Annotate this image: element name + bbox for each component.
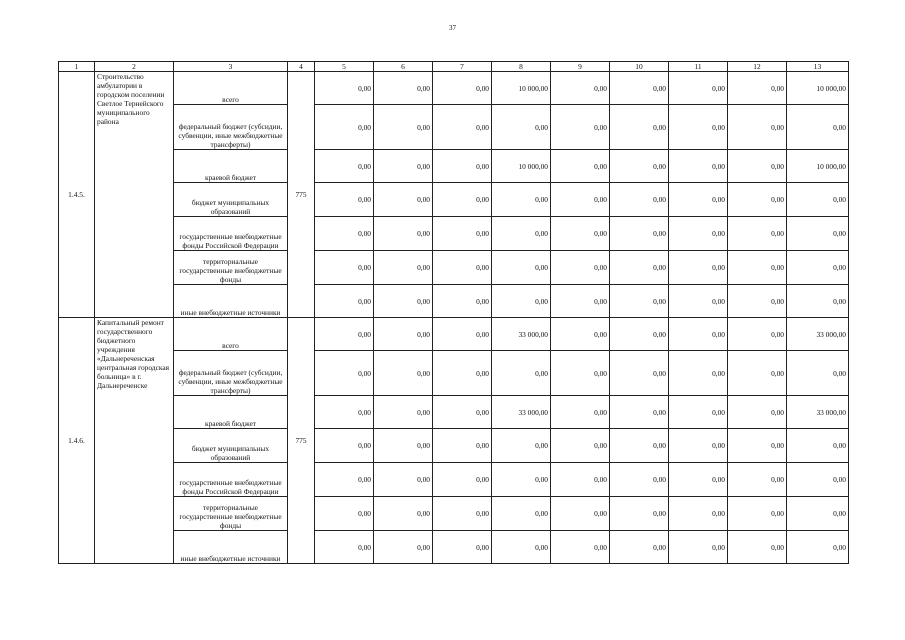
section-code: 1.4.5. — [59, 72, 95, 318]
amount-cell: 0,00 — [728, 351, 787, 396]
column-header-2: 2 — [95, 62, 174, 72]
amount-cell: 33 000,00 — [492, 396, 551, 429]
funding-source: бюджет муниципальных образований — [174, 183, 288, 217]
table-body — [59, 72, 849, 564]
amount-cell: 0,00 — [374, 217, 433, 251]
amount-cell: 0,00 — [374, 531, 433, 564]
amount-cell: 0,00 — [610, 285, 669, 318]
funding-source: краевой бюджет — [174, 150, 288, 183]
funding-source: федеральный бюджет (субсидии, субвенции, иные межбюджетные трансферты) — [174, 351, 288, 396]
table-header — [59, 62, 849, 72]
amount-cell: 33 000,00 — [492, 318, 551, 351]
amount-cell: 0,00 — [433, 150, 492, 183]
table-row — [59, 463, 849, 497]
column-header-4: 4 — [288, 62, 315, 72]
amount-cell: 0,00 — [787, 497, 849, 531]
table-row — [59, 183, 849, 217]
amount-cell: 0,00 — [551, 429, 610, 463]
column-header-6: 6 — [374, 62, 433, 72]
amount-cell: 0,00 — [610, 396, 669, 429]
table-row — [59, 217, 849, 251]
column-header-5: 5 — [315, 62, 374, 72]
amount-cell: 0,00 — [728, 318, 787, 351]
amount-cell: 0,00 — [669, 531, 728, 564]
column-header-3: 3 — [174, 62, 288, 72]
amount-cell: 0,00 — [315, 105, 374, 150]
column-header-10: 10 — [610, 62, 669, 72]
amount-cell: 0,00 — [728, 497, 787, 531]
amount-cell: 0,00 — [374, 150, 433, 183]
amount-cell: 0,00 — [433, 105, 492, 150]
amount-cell: 0,00 — [610, 463, 669, 497]
amount-cell: 0,00 — [551, 318, 610, 351]
amount-cell: 0,00 — [787, 251, 849, 285]
column-header-11: 11 — [669, 62, 728, 72]
amount-cell: 0,00 — [492, 497, 551, 531]
amount-cell: 0,00 — [433, 429, 492, 463]
amount-cell: 0,00 — [551, 497, 610, 531]
amount-cell: 0,00 — [669, 351, 728, 396]
amount-cell: 0,00 — [728, 463, 787, 497]
amount-cell: 10 000,00 — [492, 150, 551, 183]
section-name: Строительство амбулатории в городском поселении Светлое Тернейского муниципального района — [95, 72, 174, 318]
amount-cell: 0,00 — [728, 217, 787, 251]
funding-source: краевой бюджет — [174, 396, 288, 429]
amount-cell: 0,00 — [433, 285, 492, 318]
funding-source: иные внебюджетные источники — [174, 531, 288, 564]
table-row — [59, 497, 849, 531]
amount-cell: 0,00 — [551, 285, 610, 318]
amount-cell: 0,00 — [787, 285, 849, 318]
amount-cell: 0,00 — [492, 285, 551, 318]
table-row — [59, 285, 849, 318]
amount-cell: 0,00 — [374, 285, 433, 318]
amount-cell: 0,00 — [315, 72, 374, 105]
amount-cell: 0,00 — [669, 150, 728, 183]
amount-cell: 0,00 — [492, 183, 551, 217]
amount-cell: 10 000,00 — [787, 150, 849, 183]
amount-cell: 0,00 — [551, 217, 610, 251]
amount-cell: 0,00 — [728, 285, 787, 318]
amount-cell: 0,00 — [669, 463, 728, 497]
amount-cell: 0,00 — [669, 105, 728, 150]
amount-cell: 0,00 — [315, 150, 374, 183]
header-row — [59, 62, 849, 72]
amount-cell: 0,00 — [728, 72, 787, 105]
amount-cell: 0,00 — [610, 251, 669, 285]
amount-cell: 0,00 — [315, 351, 374, 396]
amount-cell: 0,00 — [492, 105, 551, 150]
amount-cell: 0,00 — [669, 396, 728, 429]
table-row — [59, 396, 849, 429]
amount-cell: 0,00 — [551, 150, 610, 183]
amount-cell: 10 000,00 — [492, 72, 551, 105]
funding-source: федеральный бюджет (субсидии, субвенции, иные межбюджетные трансферты) — [174, 105, 288, 150]
amount-cell: 0,00 — [374, 429, 433, 463]
table-row — [59, 318, 849, 351]
funding-source: иные внебюджетные источники — [174, 285, 288, 318]
amount-cell: 0,00 — [551, 251, 610, 285]
column-header-13: 13 — [787, 62, 849, 72]
amount-cell: 0,00 — [610, 429, 669, 463]
amount-cell: 0,00 — [433, 396, 492, 429]
amount-cell: 0,00 — [610, 497, 669, 531]
amount-cell: 0,00 — [728, 396, 787, 429]
amount-cell: 0,00 — [610, 105, 669, 150]
amount-cell: 0,00 — [787, 105, 849, 150]
section-code: 1.4.6. — [59, 318, 95, 564]
amount-cell: 0,00 — [433, 531, 492, 564]
amount-cell: 0,00 — [433, 463, 492, 497]
amount-cell: 0,00 — [315, 217, 374, 251]
amount-cell: 0,00 — [374, 183, 433, 217]
amount-cell: 0,00 — [374, 463, 433, 497]
amount-cell: 0,00 — [433, 497, 492, 531]
amount-cell: 0,00 — [669, 72, 728, 105]
column-header-7: 7 — [433, 62, 492, 72]
amount-cell: 0,00 — [669, 497, 728, 531]
amount-cell: 0,00 — [315, 318, 374, 351]
amount-cell: 0,00 — [433, 217, 492, 251]
amount-cell: 0,00 — [728, 183, 787, 217]
amount-cell: 0,00 — [787, 531, 849, 564]
amount-cell: 0,00 — [433, 351, 492, 396]
amount-cell: 0,00 — [551, 531, 610, 564]
column-header-8: 8 — [492, 62, 551, 72]
amount-cell: 0,00 — [374, 105, 433, 150]
amount-cell: 33 000,00 — [787, 396, 849, 429]
grbs-code: 775 — [288, 72, 315, 318]
amount-cell: 0,00 — [610, 183, 669, 217]
amount-cell: 0,00 — [374, 72, 433, 105]
amount-cell: 0,00 — [669, 251, 728, 285]
amount-cell: 0,00 — [315, 396, 374, 429]
amount-cell: 0,00 — [492, 351, 551, 396]
amount-cell: 0,00 — [492, 463, 551, 497]
amount-cell: 0,00 — [374, 396, 433, 429]
amount-cell: 0,00 — [551, 105, 610, 150]
amount-cell: 0,00 — [728, 105, 787, 150]
amount-cell: 0,00 — [669, 318, 728, 351]
amount-cell: 0,00 — [787, 463, 849, 497]
grbs-code: 775 — [288, 318, 315, 564]
amount-cell: 0,00 — [433, 251, 492, 285]
funding-source: территориальные государственные внебюджетные фонды — [174, 251, 288, 285]
funding-source: территориальные государственные внебюджетные фонды — [174, 497, 288, 531]
amount-cell: 0,00 — [433, 318, 492, 351]
amount-cell: 0,00 — [315, 429, 374, 463]
amount-cell: 0,00 — [787, 183, 849, 217]
funding-source: государственные внебюджетные фонды Российской Федерации — [174, 463, 288, 497]
amount-cell: 0,00 — [610, 72, 669, 105]
amount-cell: 0,00 — [787, 429, 849, 463]
amount-cell: 0,00 — [492, 429, 551, 463]
amount-cell: 0,00 — [787, 351, 849, 396]
amount-cell: 0,00 — [728, 251, 787, 285]
amount-cell: 0,00 — [433, 72, 492, 105]
amount-cell: 0,00 — [315, 497, 374, 531]
table-row — [59, 150, 849, 183]
amount-cell: 0,00 — [374, 351, 433, 396]
amount-cell: 0,00 — [551, 396, 610, 429]
table-row — [59, 429, 849, 463]
amount-cell: 0,00 — [669, 217, 728, 251]
amount-cell: 0,00 — [787, 217, 849, 251]
amount-cell: 0,00 — [315, 531, 374, 564]
amount-cell: 0,00 — [374, 251, 433, 285]
funding-source: всего — [174, 72, 288, 105]
amount-cell: 0,00 — [315, 463, 374, 497]
table-row — [59, 531, 849, 564]
amount-cell: 0,00 — [492, 251, 551, 285]
amount-cell: 10 000,00 — [787, 72, 849, 105]
amount-cell: 0,00 — [669, 285, 728, 318]
amount-cell: 0,00 — [551, 351, 610, 396]
amount-cell: 0,00 — [551, 183, 610, 217]
amount-cell: 0,00 — [374, 497, 433, 531]
table-row — [59, 105, 849, 150]
table-row — [59, 351, 849, 396]
column-header-9: 9 — [551, 62, 610, 72]
amount-cell: 0,00 — [610, 351, 669, 396]
amount-cell: 0,00 — [728, 429, 787, 463]
page-number: 37 — [449, 24, 456, 32]
amount-cell: 0,00 — [492, 531, 551, 564]
amount-cell: 0,00 — [315, 183, 374, 217]
section-name: Капитальный ремонт государственного бюджетного учреждения «Дальнереченская центральная городская больница» в г. Дальнереченске — [95, 318, 174, 564]
amount-cell: 0,00 — [610, 150, 669, 183]
amount-cell: 0,00 — [669, 429, 728, 463]
amount-cell: 0,00 — [728, 150, 787, 183]
funding-source: государственные внебюджетные фонды Российской Федерации — [174, 217, 288, 251]
amount-cell: 0,00 — [315, 251, 374, 285]
amount-cell: 0,00 — [610, 217, 669, 251]
table-row — [59, 251, 849, 285]
amount-cell: 0,00 — [374, 318, 433, 351]
amount-cell: 0,00 — [551, 72, 610, 105]
funding-source: всего — [174, 318, 288, 351]
amount-cell: 0,00 — [551, 463, 610, 497]
amount-cell: 0,00 — [728, 531, 787, 564]
amount-cell: 0,00 — [492, 217, 551, 251]
column-header-1: 1 — [59, 62, 95, 72]
column-header-12: 12 — [728, 62, 787, 72]
budget-table — [58, 61, 849, 564]
amount-cell: 0,00 — [669, 183, 728, 217]
amount-cell: 0,00 — [315, 285, 374, 318]
funding-source: бюджет муниципальных образований — [174, 429, 288, 463]
amount-cell: 0,00 — [433, 183, 492, 217]
table-row — [59, 72, 849, 105]
amount-cell: 0,00 — [610, 531, 669, 564]
amount-cell: 0,00 — [610, 318, 669, 351]
amount-cell: 33 000,00 — [787, 318, 849, 351]
